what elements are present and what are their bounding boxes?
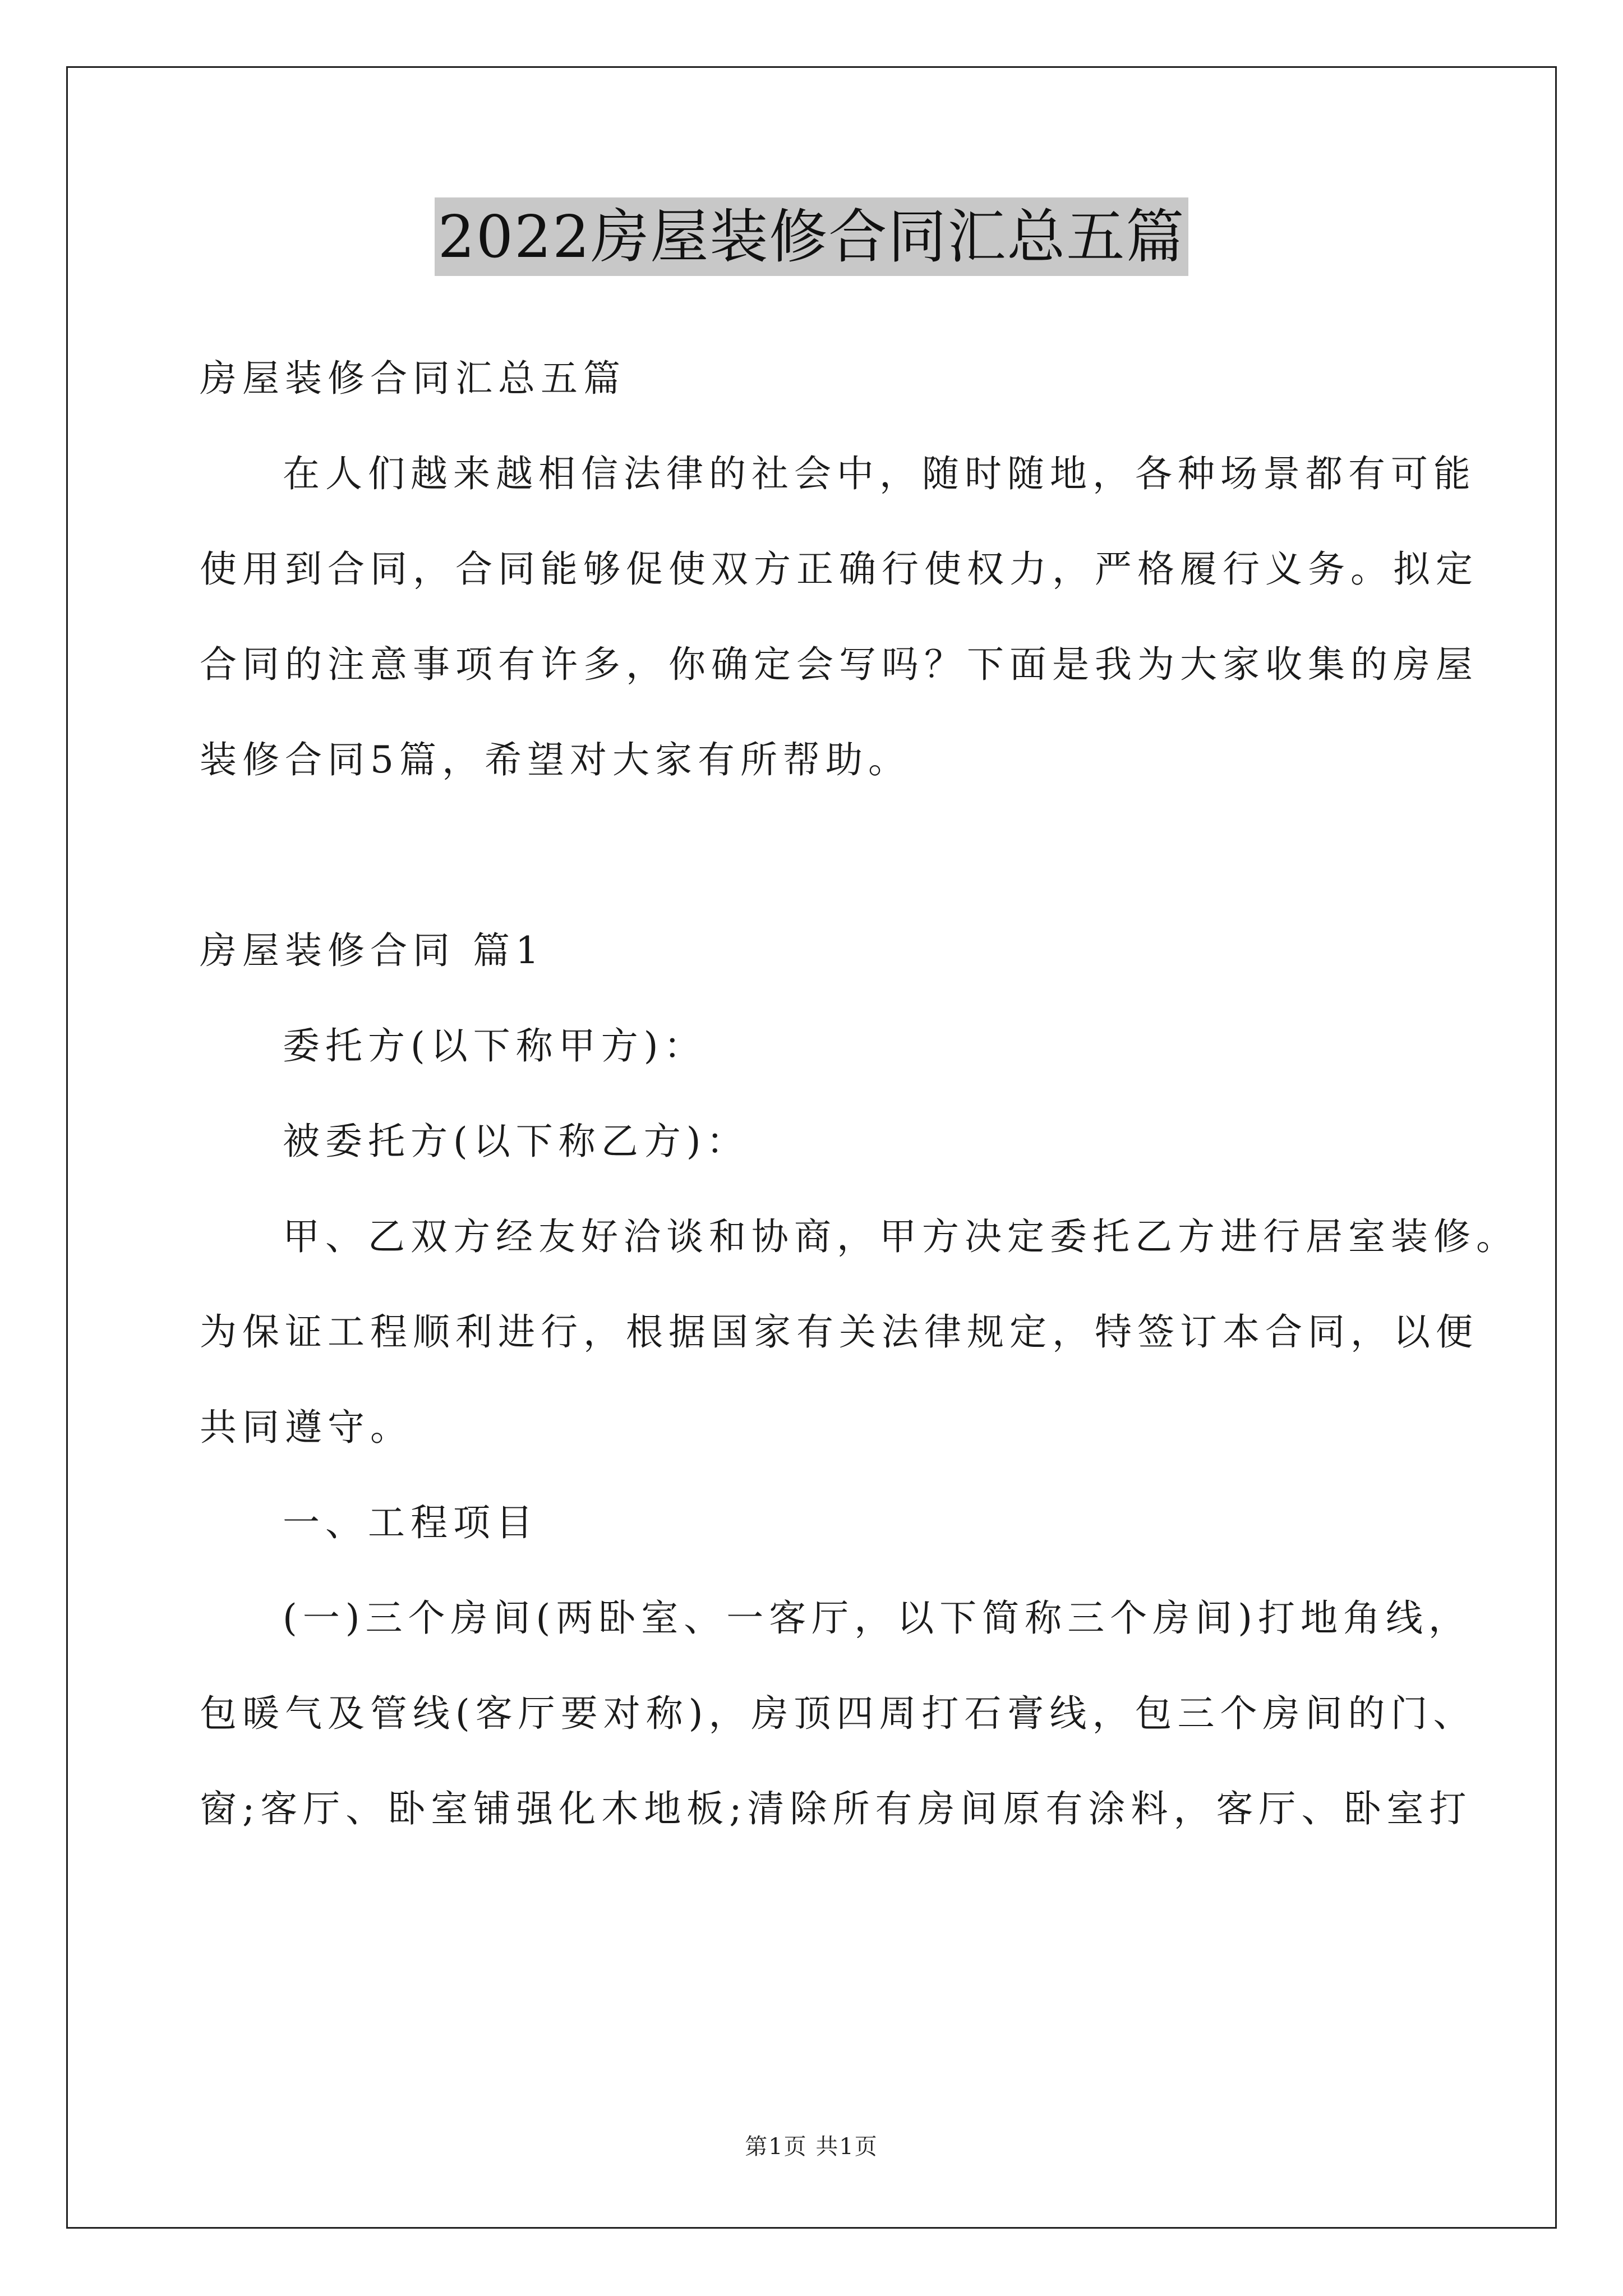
- paragraph-line: 合同的注意事项有许多，你确定会写吗？下面是我为大家收集的房屋: [200, 643, 1478, 686]
- title-container: [0, 197, 1623, 276]
- clause-heading: 一、工程项目: [283, 1501, 538, 1544]
- document-body: [200, 342, 1519, 1868]
- paragraph-line: 共同遵守。: [200, 1406, 413, 1449]
- paragraph-line: 在人们越来越相信法律的社会中，随时随地，各种场景都有可能: [283, 452, 1476, 495]
- paragraph-line: 委托方(以下称甲方)：: [283, 1024, 707, 1068]
- paragraph-line: 装修合同5篇，希望对大家有所帮助。: [200, 738, 911, 781]
- paragraph-line: 使用到合同，合同能够促使双方正确行使权力，严格履行义务。拟定: [200, 547, 1478, 591]
- paragraph-line: 被委托方(以下称乙方)：: [283, 1120, 749, 1163]
- paragraph-line: 甲、乙双方经友好洽谈和协商，甲方决定委托乙方进行居室装修。: [283, 1215, 1519, 1258]
- paragraph-line: 包暖气及管线(客厅要对称)，房顶四周打石膏线，包三个房间的门、: [200, 1692, 1476, 1735]
- blank-line: [200, 819, 1433, 914]
- document-title: 2022房屋装修合同汇总五篇: [435, 197, 1189, 276]
- paragraph-line: 窗;客厅、卧室铺强化木地板;清除所有房间原有涂料，客厅、卧室打: [200, 1787, 1472, 1830]
- paragraph-line: (一)三个房间(两卧室、一客厅，以下简称三个房间)打地角线，: [283, 1596, 1471, 1640]
- page-footer: 第1页 共1页: [745, 2134, 878, 2160]
- section-heading: 房屋装修合同 篇1: [200, 929, 545, 972]
- paragraph-line: 为保证工程顺利进行，根据国家有关法律规定，特签订本合同，以便: [200, 1310, 1478, 1354]
- intro-heading: 房屋装修合同汇总五篇: [200, 357, 626, 400]
